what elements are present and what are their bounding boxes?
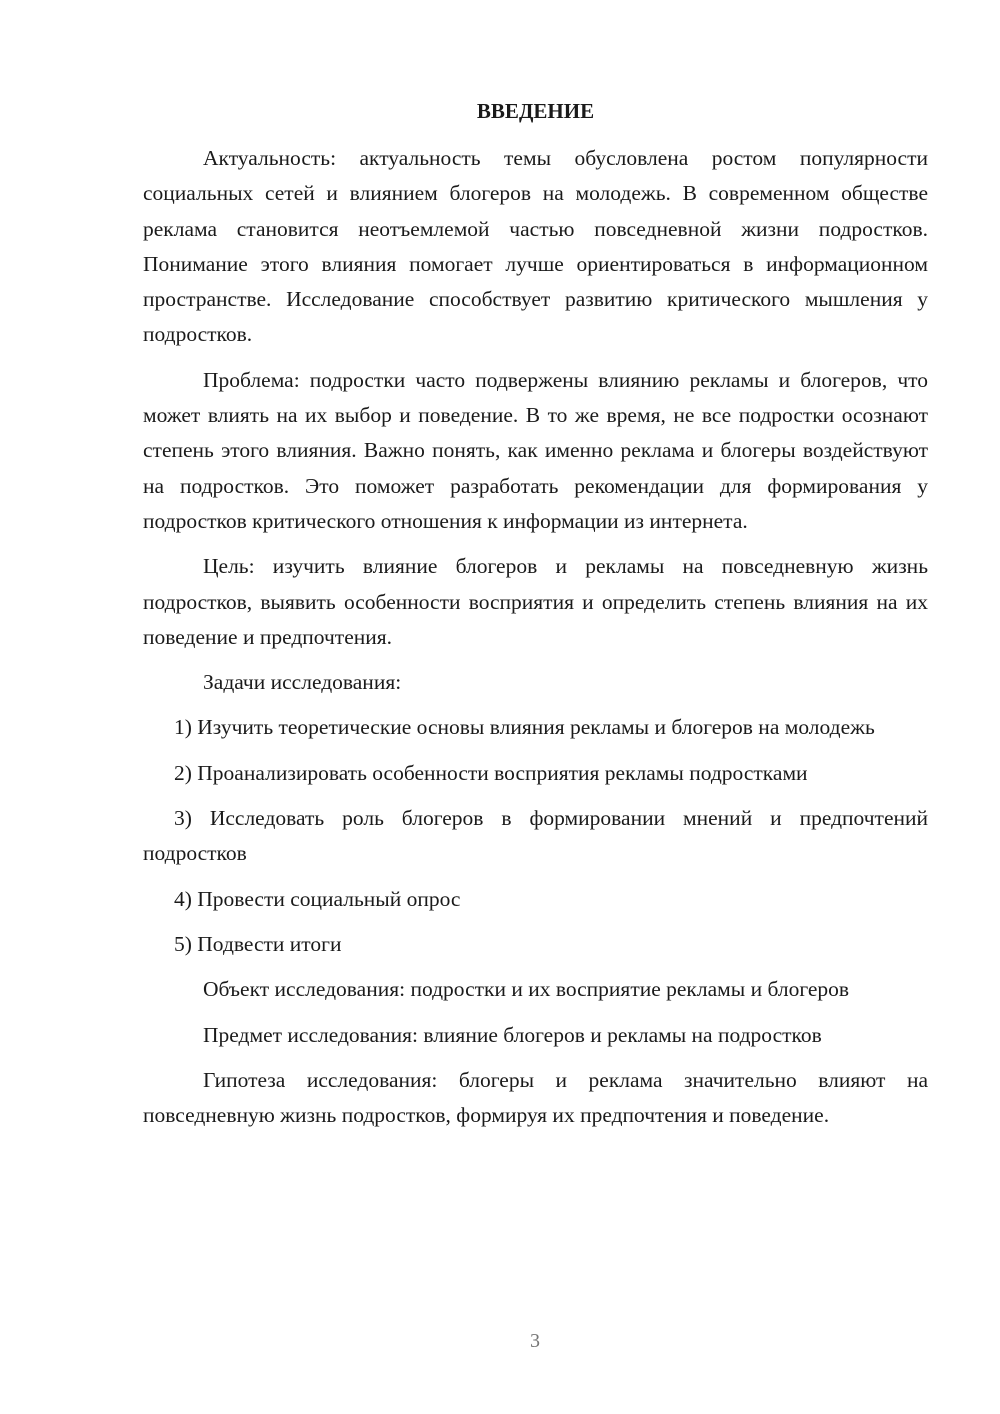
paragraph-hypothesis: Гипотеза исследования: блогеры и реклама значительно влияют на повседневную жизнь подростков, формируя их предпочтения и поведение.: [143, 1067, 928, 1128]
paragraph-relevance: Актуальность: актуальность темы обусловлена ростом популярности социальных сетей и влиянием блогеров на молодежь. В современном обществе реклама становится неотъемлемой частью повседневной жизни подростков. Понимание этого влияния помогает лучше ориентироваться в информационном пространстве. Исследование способствует развитию критического мышления у подростков.: [143, 146, 928, 347]
page-number: 3: [530, 1330, 540, 1352]
paragraph-problem: Проблема: подростки часто подвержены влиянию рекламы и блогеров, что может влиять на их выбор и поведение. В то же время, не все подростки осознают степень этого влияния. Важно понять, как именно реклама и блогеры воздействуют на подростков. Это поможет разработать рекомендации для формирования у подростков критического отношения к информации из интернета.: [143, 367, 928, 533]
list-item-task-4: 4) Провести социальный опрос: [174, 886, 461, 911]
tasks-heading: Задачи исследования:: [203, 670, 402, 695]
paragraph-subject: Предмет исследования: влияние блогеров и рекламы на подростков: [203, 1022, 822, 1047]
document-page: [143, 94, 928, 1143]
paragraph-object: Объект исследования: подростки и их восприятие рекламы и блогеров: [203, 977, 850, 1002]
list-item-task-2: 2) Проанализировать особенности восприятия рекламы подростками: [174, 760, 808, 785]
list-item-task-1: 1) Изучить теоретические основы влияния рекламы и блогеров на молодежь: [174, 715, 875, 740]
list-item-task-5: 5) Подвести итоги: [174, 931, 342, 956]
page-title: ВВЕДЕНИЕ: [476, 99, 595, 123]
paragraph-goal: Цель: изучить влияние блогеров и рекламы на повседневную жизнь подростков, выявить особенности восприятия и определить степень влияния на их поведение и предпочтения.: [143, 554, 928, 649]
list-item-task-3: 3) Исследовать роль блогеров в формировании мнений и предпочтений подростков: [143, 806, 928, 866]
